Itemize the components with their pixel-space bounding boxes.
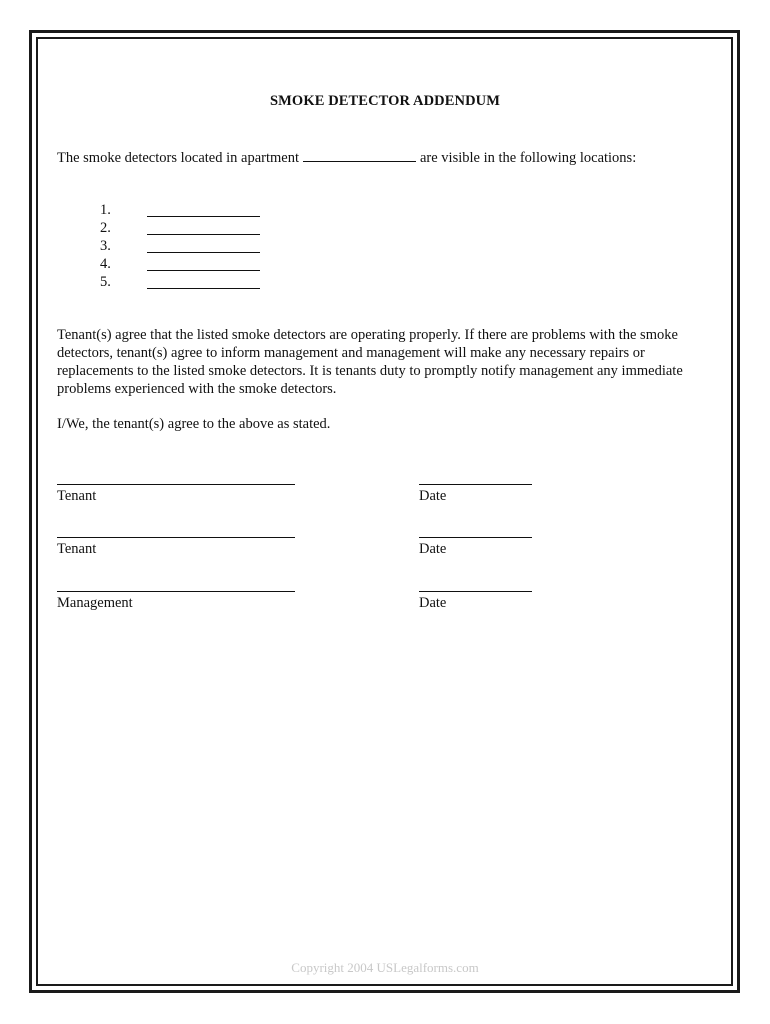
tenant-1-label: Tenant [57,488,97,504]
management-date-label: Date [419,595,447,611]
location-field-1[interactable] [147,201,260,217]
terms-line: replacements to the listed smoke detectors. It is tenants duty to promptly notify management any immediate [57,363,683,379]
copyright-notice: Copyright 2004 USLegalforms.com [291,960,479,975]
page-border-inner [36,37,733,986]
location-field-5[interactable] [147,273,260,289]
intro-text-after: are visible in the following locations: [419,150,637,166]
terms-line: problems experienced with the smoke detectors. [57,381,337,397]
intro-text-before: The smoke detectors located in apartment [57,150,299,166]
location-number-4: 4. [100,256,111,272]
agreement-statement: I/We, the tenant(s) agree to the above as stated. [57,416,331,432]
location-field-4[interactable] [147,255,260,271]
tenant-1-signature-field[interactable] [57,470,295,485]
tenant-2-label: Tenant [57,541,97,557]
document-title: SMOKE DETECTOR ADDENDUM [269,93,501,109]
management-signature-field[interactable] [57,577,295,592]
location-field-2[interactable] [147,219,260,235]
location-number-3: 3. [100,238,111,254]
location-number-2: 2. [100,220,111,236]
terms-line: Tenant(s) agree that the listed smoke detectors are operating properly. If there are problems with the smoke [57,327,678,343]
tenant-1-date-label: Date [419,488,447,504]
apartment-number-field[interactable] [303,148,416,162]
tenant-2-signature-field[interactable] [57,523,295,538]
management-label: Management [57,595,133,611]
terms-paragraph [57,326,717,398]
management-date-field[interactable] [419,577,532,592]
location-field-3[interactable] [147,237,260,253]
tenant-2-date-field[interactable] [419,523,532,538]
intro-sentence [57,148,636,167]
location-number-1: 1. [100,202,111,218]
terms-line: detectors, tenant(s) agree to inform management and management will make any necessary repairs or [57,345,645,361]
tenant-1-date-field[interactable] [419,470,532,485]
location-number-5: 5. [100,274,111,290]
tenant-2-date-label: Date [419,541,447,557]
